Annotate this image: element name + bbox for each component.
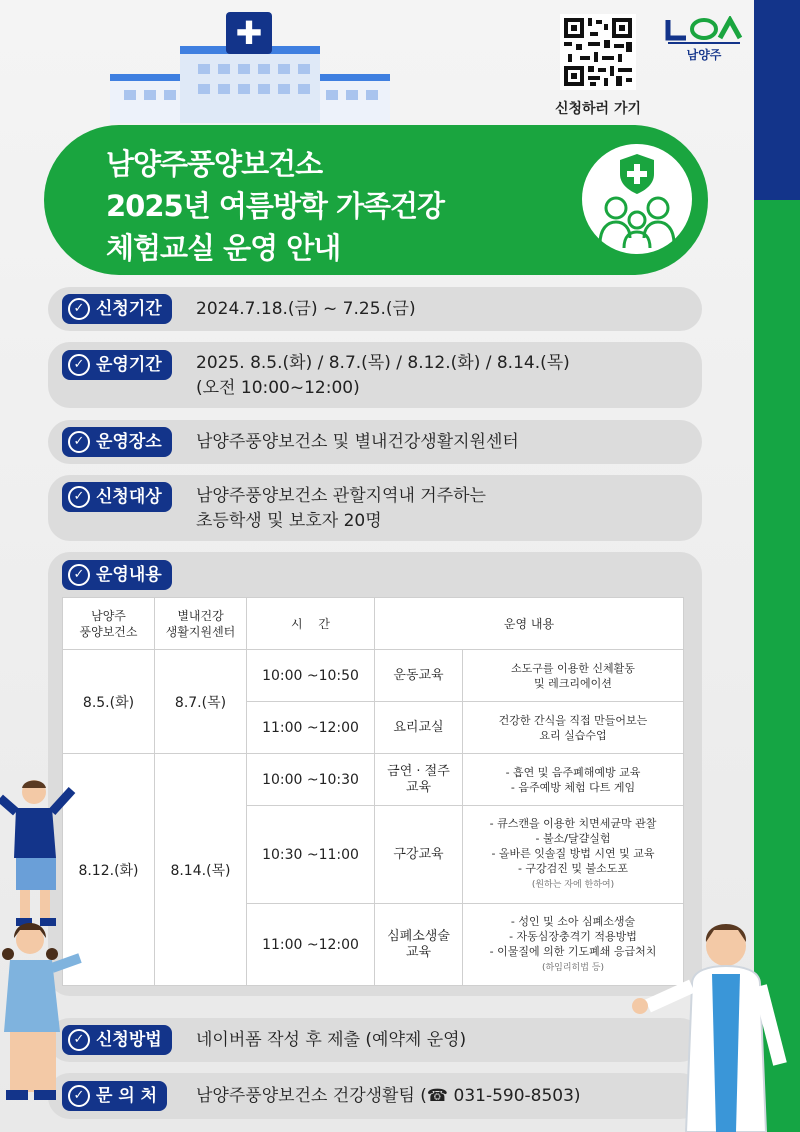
window <box>124 90 136 100</box>
info-row-application-period <box>48 287 702 331</box>
info-row-contact <box>48 1073 702 1119</box>
info-row-method <box>48 1018 702 1062</box>
detail-cell <box>463 754 684 806</box>
check-icon: ✓ <box>68 298 90 320</box>
detail-line: - 흡연 및 음주폐해예방 교육 <box>505 765 641 779</box>
title-line-2: 2025년 여름방학 가족건강 <box>106 189 445 223</box>
badge-label: 신청기간 <box>96 299 162 319</box>
badge-target <box>62 482 172 512</box>
check-icon: ✓ <box>68 431 90 453</box>
program-cell <box>375 904 463 986</box>
medical-cross-icon: ✚ <box>226 12 272 54</box>
table-header-row <box>63 598 684 650</box>
badge-label: 운영기간 <box>96 355 162 375</box>
header-text: 남양주 <box>91 608 126 623</box>
check-icon: ✓ <box>68 564 90 586</box>
date-cell: 8.7.(목) <box>155 650 247 754</box>
program-line: 교육 <box>405 779 432 795</box>
window <box>366 90 378 100</box>
check-icon: ✓ <box>68 1085 90 1107</box>
navy-side-band <box>754 0 800 200</box>
badge-place <box>62 427 172 457</box>
badge-label: 운영장소 <box>96 432 162 452</box>
info-row-operation-period <box>48 342 702 408</box>
place-text: 남양주풍양보건소 및 별내건강생활지원센터 <box>196 432 519 452</box>
time-cell: 10:00 ~10:30 <box>247 754 375 806</box>
detail-note: (원하는 자에 한하여) <box>531 880 615 890</box>
window <box>218 64 230 74</box>
detail-cell <box>463 650 684 702</box>
detail-line: - 불소/달걀실험 <box>535 832 611 845</box>
window <box>258 84 270 94</box>
operation-period-text: 2025. 8.5.(화) / 8.7.(목) / 8.12.(화) / 8.14.(목) <box>196 353 570 373</box>
family-health-icon <box>582 144 692 254</box>
badge-label: 문 의 처 <box>96 1086 158 1106</box>
doctor-illustration <box>630 914 800 1132</box>
window <box>298 64 310 74</box>
detail-line: - 올바른 잇솔질 방법 시연 및 교육 <box>491 847 655 860</box>
girl-illustration <box>0 914 90 1132</box>
header-time: 시 간 <box>247 598 375 650</box>
window <box>238 84 250 94</box>
check-icon: ✓ <box>68 486 90 508</box>
table-row <box>63 754 684 806</box>
check-icon: ✓ <box>68 1029 90 1051</box>
info-row-target <box>48 475 702 541</box>
date-cell: 8.5.(화) <box>63 650 155 754</box>
window <box>238 64 250 74</box>
window <box>326 90 338 100</box>
time-cell: 10:30 ~11:00 <box>247 806 375 904</box>
date-cell: 8.12.(화) <box>63 754 155 986</box>
window <box>278 84 290 94</box>
window <box>258 64 270 74</box>
qr-apply-label[interactable]: 신청하러 가기 <box>554 101 642 117</box>
qr-code-icon[interactable] <box>560 14 636 90</box>
time-cell: 11:00 ~12:00 <box>247 702 375 754</box>
detail-line: - 큐스캔을 이용한 치면세균막 관찰 <box>489 817 657 830</box>
window <box>198 64 210 74</box>
window <box>298 84 310 94</box>
method-text: 네이버폼 작성 후 제출 (예약제 운영) <box>196 1030 467 1050</box>
table-row <box>63 650 684 702</box>
time-cell: 10:00 ~10:50 <box>247 650 375 702</box>
window <box>198 84 210 94</box>
contact-text: 남양주풍양보건소 건강생활팀 (☎ 031-590-8503) <box>196 1086 581 1106</box>
header-text: 풍양보건소 <box>79 624 138 639</box>
operation-time-text: (오전 10:00~12:00) <box>196 378 360 398</box>
window <box>218 84 230 94</box>
window <box>346 90 358 100</box>
logo-text: 남양주 <box>686 48 722 62</box>
detail-line: - 자동심장충격기 적용방법 <box>509 929 637 943</box>
program-line: 금연 · 절주 <box>387 763 450 779</box>
time-cell: 11:00 ~12:00 <box>247 904 375 986</box>
detail-cell <box>463 702 684 754</box>
program-cell <box>375 754 463 806</box>
program-line: 심폐소생술 <box>387 928 450 944</box>
program-cell: 운동교육 <box>375 650 463 702</box>
schedule-table <box>62 597 684 986</box>
header-byeollae <box>155 598 247 650</box>
detail-note: (하임리히법 등) <box>541 962 605 973</box>
program-cell: 요리교실 <box>375 702 463 754</box>
detail-line: - 이물질에 의한 기도폐쇄 응급처치 <box>489 944 657 958</box>
target-text-1: 남양주풍양보건소 관할지역내 거주하는 <box>196 486 486 506</box>
title-line-3: 체험교실 운영 안내 <box>106 231 341 265</box>
badge-application-period <box>62 294 172 324</box>
header-text: 생활지원센터 <box>165 624 236 639</box>
window <box>278 64 290 74</box>
header-text: 별내건강 <box>177 608 224 623</box>
window <box>164 90 176 100</box>
detail-line: 소도구를 이용한 신체활동 <box>511 661 635 675</box>
detail-line: - 구강검진 및 불소도포 <box>517 862 629 875</box>
hospital-building-illustration <box>110 8 390 123</box>
program-cell: 구강교육 <box>375 806 463 904</box>
program-line: 교육 <box>405 944 432 960</box>
badge-label: 신청대상 <box>96 487 162 507</box>
check-icon: ✓ <box>68 354 90 376</box>
detail-line: - 성인 및 소아 심폐소생술 <box>510 914 636 928</box>
date-cell: 8.14.(목) <box>155 754 247 986</box>
detail-line: 건강한 간식을 직접 만들어보는 <box>498 713 648 727</box>
info-row-place <box>48 420 702 464</box>
badge-label: 운영내용 <box>96 565 162 585</box>
detail-line: - 음주예방 체험 다트 게임 <box>510 780 636 794</box>
window <box>144 90 156 100</box>
badge-label: 신청방법 <box>96 1030 162 1050</box>
detail-line: 요리 실습수업 <box>539 728 607 742</box>
title-line-1: 남양주풍양보건소 <box>106 147 323 181</box>
header-content: 운영 내용 <box>375 598 684 650</box>
badge-operation-period <box>62 350 172 380</box>
application-period-text: 2024.7.18.(금) ~ 7.25.(금) <box>196 299 416 319</box>
badge-content <box>62 560 172 590</box>
detail-line: 및 레크리에이션 <box>534 676 612 690</box>
target-text-2: 초등학생 및 보호자 20명 <box>196 511 382 531</box>
header-pungyang <box>63 598 155 650</box>
detail-cell <box>463 806 684 904</box>
